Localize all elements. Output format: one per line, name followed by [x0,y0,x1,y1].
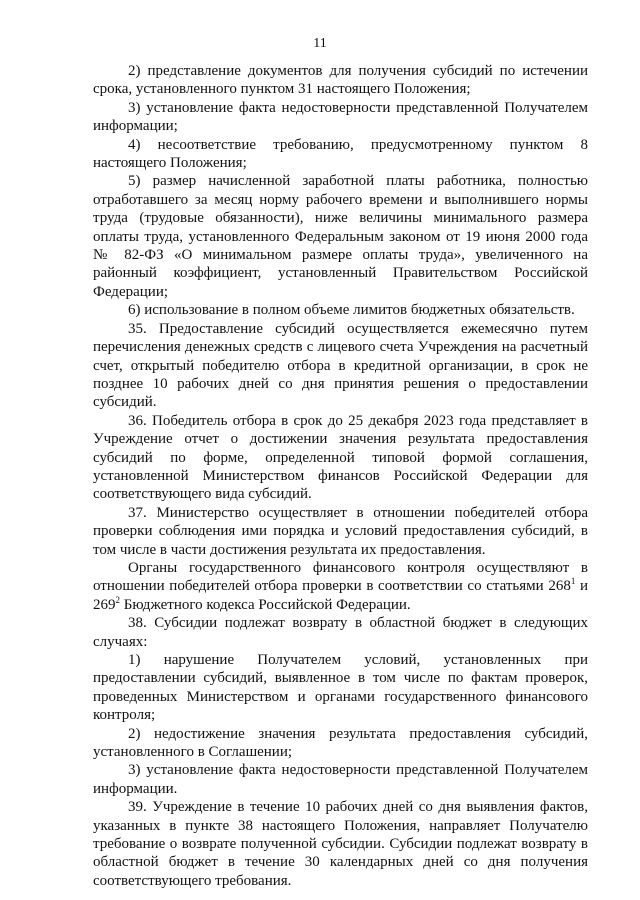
article-269-superscript: 2 [115,594,120,605]
refund-case-2-result-not-achieved: 2) недостижение значения результата предоставления субсидий, установленного в Соглашении; [93,725,588,761]
clause-38-refund: 38. Субсидии подлежат возврату в областной бюджет в следующих случаях: [93,615,588,650]
page-number: 11 [313,36,327,51]
paragraph-5-minimum-wage: 5) размер начисленной заработной платы работника, полностью отработавшего за месяц норму рабочего времени и выполнившего нормы труда (трудовые обязанности), ниже величины минимального размера оплаты труда, установленного Федеральным законом от 19 июня 2000 года № 82-ФЗ «О минимальном размере оплаты труда», увеличенного на районный коэффициент, установленный Правительством Российской Федерации; [93,173,588,300]
clause-35-payment: 35. Предоставление субсидий осуществляется ежемесячно путем перечисления денежных средств с лицевого счета Учреждения на расчетный счет, открытый победителю отбора в кредитной организации, в срок не позднее 10 рабочих дней со дня принятия решения о предоставлении субсидий. [93,320,588,411]
clause-36-report: 36. Победитель отбора в срок до 25 декабря 2023 года представляет в Учреждение отчет о достижении значения результата предоставления субсидий по форме, определенной типовой формой соглашения, установленной Министерством финансов Российской Федерации для соответствующего вида субсидий. [93,412,588,503]
financial-control-paragraph [93,559,588,614]
paragraph-2-submission-deadline: 2) представление документов для получения субсидий по истечении срока, установленного пунктом 31 настоящего Положения; [93,63,588,98]
clause-39-refund-demand: 39. Учреждение в течение 10 рабочих дней со дня выявления фактов, указанных в пункте 38 настоящего Положения, направляет Получателю требование о возврате полученной субсидии. Субсидии подлежат возврату в областной бюджет в течение 30 календарных дней со дня получения соответствующего требования. [93,799,588,889]
clause-37-inspection: 37. Министерство осуществляет в отношении победителей отбора проверки соблюдения ими порядка и условий предоставления субсидий, в том числе в части достижения результата их предоставления. [93,504,588,558]
refund-case-3-false-information: 3) установление факта недостоверности представленной Получателем информации. [93,762,588,797]
financial-control-text-2: и 269 [93,578,588,613]
document-body [93,62,588,890]
paragraph-4-requirement-mismatch: 4) несоответствие требованию, предусмотренному пунктом 8 настоящего Положения; [93,136,588,172]
paragraph-6-budget-limits: 6) использование в полном объеме лимитов бюджетных обязательств. [128,302,575,319]
refund-case-1-violation: 1) нарушение Получателем условий, установленных при предоставлении субсидий, выявленное в том числе по фактам проверок, проведенных Министерством и органами государственного финансового контроля; [93,652,588,724]
financial-control-text-3: Бюджетного кодекса Российской Федерации. [120,596,411,613]
financial-control-text-1: Органы государственного финансового контроля осуществляют в отношении победителей отбора проверки в соответствии со статьями 268 [93,559,588,595]
paragraph-3-false-information: 3) установление факта недостоверности представленной Получателем информации; [93,99,588,135]
article-268-superscript: 1 [570,576,576,587]
